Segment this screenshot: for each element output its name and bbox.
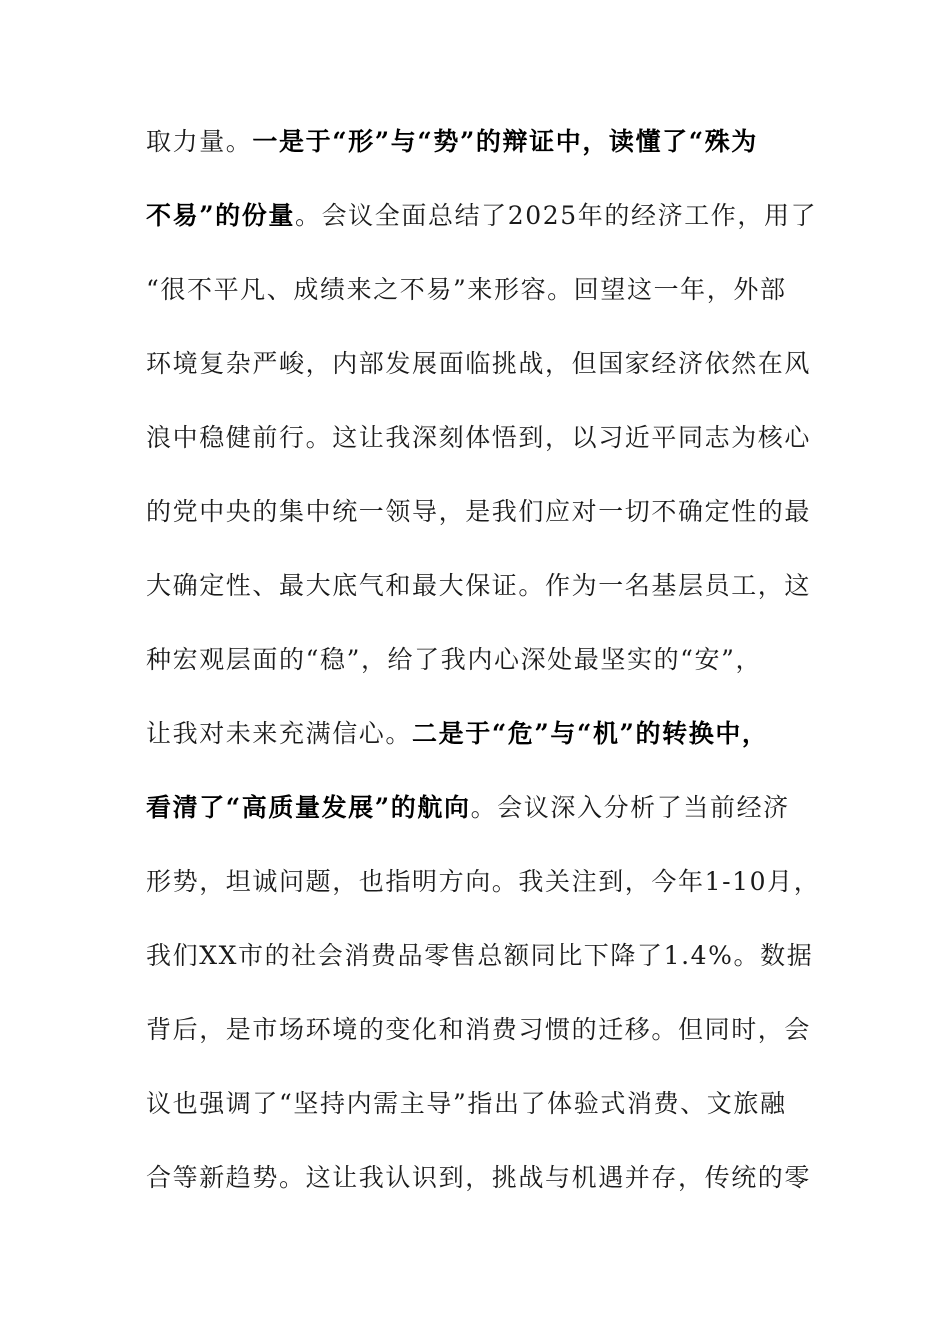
text-line — [146, 1010, 826, 1050]
text-run: “很不平凡、成绩来之不易”来形容。回望这一年，外部 — [146, 275, 787, 304]
text-run: 大确定性、最大底气和最大保证。作为一名基层员工，这 — [146, 571, 812, 600]
text-run: 的党中央的集中统一领导，是我们应对一切不确定性的最 — [146, 497, 812, 526]
bold-heading-run: 二是于“危”与“机”的转换中， — [412, 719, 769, 748]
text-line — [146, 122, 826, 162]
text-run: 形势，坦诚问题，也指明方向。我关注到，今年1-10月， — [146, 867, 821, 896]
text-line — [146, 1084, 826, 1124]
text-line — [146, 788, 826, 828]
text-run: 我们XX市的社会消费品零售总额同比下降了1.4%。数据 — [146, 941, 814, 970]
text-run: 合等新趋势。这让我认识到，挑战与机遇并存，传统的零 — [146, 1163, 812, 1192]
text-run: 。会议深入分析了当前经济 — [470, 793, 790, 822]
text-line — [146, 418, 826, 458]
text-run: 。会议全面总结了2025年的经济工作，用了 — [294, 201, 818, 230]
text-run: 种宏观层面的“稳”，给了我内心深处最坚实的“安”， — [146, 645, 763, 674]
bold-heading-run: 不易”的份量 — [146, 201, 295, 230]
text-line — [146, 640, 826, 680]
text-line — [146, 270, 826, 310]
text-line — [146, 566, 826, 606]
text-line — [146, 344, 826, 384]
bold-heading-run: 看清了“高质量发展”的航向 — [146, 793, 471, 822]
text-run: 让我对未来充满信心。 — [146, 719, 413, 748]
text-line — [146, 862, 826, 902]
text-run: 取力量。 — [146, 127, 253, 156]
text-run: 议也强调了“坚持内需主导”指出了体验式消费、文旅融 — [146, 1089, 787, 1118]
text-line — [146, 714, 826, 754]
text-line — [146, 1158, 826, 1198]
bold-heading-run: 一是于“形”与“势”的辩证中，读懂了“殊为 — [252, 127, 758, 156]
text-line — [146, 936, 826, 976]
text-line — [146, 492, 826, 532]
text-run: 背后，是市场环境的变化和消费习惯的迁移。但同时，会 — [146, 1015, 812, 1044]
text-line — [146, 196, 826, 236]
text-run: 环境复杂严峻，内部发展面临挑战，但国家经济依然在风 — [146, 349, 812, 378]
text-run: 浪中稳健前行。这让我深刻体悟到，以习近平同志为核心 — [146, 423, 812, 452]
